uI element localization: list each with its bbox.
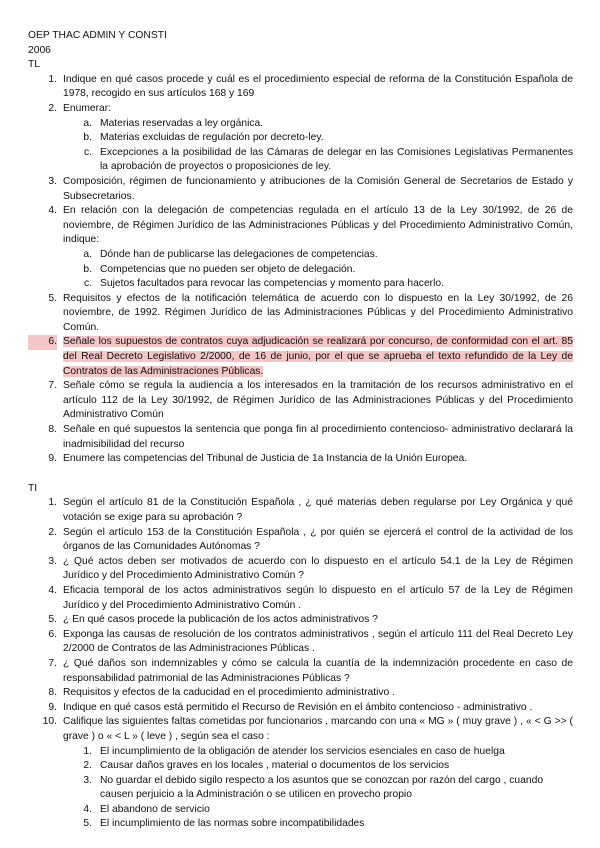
ti-question-3: 3. ¿ Qué actos deben ser motivados de acuerdo con lo dispuesto en el artículo 54.1 de la Ley de Régimen Jurídico y del Procedimiento Administrativo Común ?	[48, 555, 573, 582]
header-year: 2006	[28, 44, 51, 56]
tl-question-6-highlighted: 6. Señale los supuestos de contratos cuya adjudicación se realizará por concurso, de conformidad con el art. 85 del Real Decreto Legislativo 2/2000, de 16 de junio, por el que se aprueba el texto refundido de la Ley de Contratos de las Administraciones Públicas.	[28, 335, 573, 379]
tl-question-2: 2. Enumerar: a. Materias reservadas a ley orgánica. b. Materias excluidas de regulación por decreto-ley. c. Excepciones a la posibilidad de las Cámaras de delegar en las Comisiones Legislativas Permanentes la aprobación de proyectos o proposiciones de ley.	[28, 102, 573, 175]
ti-question-2: 2. Según el artículo 153 de la Constitución Española , ¿ por quién se ejercerá el control de la actividad de los órganos de las Comunidades Autónomas ?	[48, 526, 573, 553]
tl-question-4-sublist	[28, 248, 573, 292]
tl-question-5: 5. Requisitos y efectos de la notificación telemática de acuerdo con lo dispuesto en la Ley 30/1992, de 26 noviembre, de 1992. Régimen Jurídico de las Administraciones Públicas y del Procedimiento Administrativo Común.	[48, 292, 573, 333]
tl-question-2-sublist	[28, 117, 573, 175]
header-title: OEP THAC ADMIN Y CONSTI	[28, 30, 167, 41]
section-heading-ti: TI	[28, 482, 38, 494]
ti-question-10-5: 5. El incumplimiento de las normas sobre incompatibilidades	[83, 818, 365, 830]
ti-question-10-4: 4. El abandono de servicio	[83, 803, 210, 815]
ti-question-1: 1. Según el artículo 81 de la Constitución Española , ¿ qué materias deben regularse por Ley Orgánica y qué votación se exige para su aprobación ?	[48, 497, 573, 523]
tl-question-4: 4. En relación con la delegación de competencias regulada en el artículo 13 de la Ley 30/1992, de 26 de noviembre, de Régimen Jurídico de las Administraciones Públicas y del Procedimiento Administrativo Común, indique: a. Dónde han de publicarse las delegaciones de competencias. b. Competencias que no pueden ser objeto de delegación. c. Sujetos facultados para revocar las competencias y momento para hacerlo.	[28, 204, 573, 292]
ti-question-5: 5. ¿ En qué casos procede la publicación de los actos administrativos ?	[48, 614, 378, 626]
ti-question-9: 9. Indique en qué casos está permitido el Recurso de Revisión en el ámbito contencioso - administrativo .	[48, 701, 533, 713]
tl-question-3: 3. Composición, régimen de funcionamiento y atribuciones de la Comisión General de Secretarios de Estado y Subsecretarios.	[48, 175, 573, 202]
ti-question-7: 7. ¿ Qué daños son indemnizables y cómo se calcula la cuantía de la indemnización procedente en caso de responsabilidad patrimonial de las Administraciones Públicas ?	[48, 657, 573, 684]
document-header	[28, 29, 573, 73]
ti-question-4: 4. Eficacia temporal de los actos administrativos según lo dispuesto en el artículo 57 de la Ley de Régimen Jurídico y del Procedimiento Administrativo Común .	[48, 584, 573, 611]
section-heading-tl: TL	[28, 59, 41, 71]
tl-question-2b: b. Materias excluidas de regulación por decreto-ley.	[83, 132, 324, 144]
ti-question-10-3: 3. No guardar el debido sigilo respecto a los asuntos que se conozcan por razón del cargo , cuando causen perjuicio a la Administración o se utilicen en provecho propio	[83, 774, 544, 801]
ti-question-10-sublist	[28, 745, 573, 833]
tl-question-2a: a. Materias reservadas a ley orgánica.	[83, 117, 264, 129]
section-spacer	[28, 467, 573, 482]
tl-question-8: 8. Señale en qué supuestos la sentencia que ponga fin al procedimiento contencioso- administrativo declarará la inadmisibilidad del recurso	[48, 424, 573, 450]
tl-question-list	[28, 73, 573, 467]
tl-question-1: 1. Indique en qué casos procede y cuál es el procedimiento especial de reforma de la Constitución Española de 1978, recogido en sus artículos 168 y 169	[48, 73, 573, 100]
ti-question-10-1: 1. El incumplimiento de la obligación de atender los servicios esenciales en caso de huelga	[83, 745, 505, 757]
ti-question-8: 8. Requisitos y efectos de la caducidad en el procedimiento administrativo .	[48, 687, 395, 699]
highlighted-text: Señale los supuestos de contratos cuya adjudicación se realizará por concurso, de conformidad con el art. 85 del Real Decreto Legislativo 2/2000, de 16 de junio, por el que se aprueba el texto refundido de la Ley de Contratos de las Administraciones Públicas.	[63, 336, 573, 377]
ti-question-10: 10. Califique las siguientes faltas cometidas por funcionarios , marcando con una « MG » ( muy grave ) , « < G >> ( grave ) o « < L » ( leve ) , según sea el caso : 1. El incumplimiento de la obligación de atender los servicios esenciales en caso de huelga 2. Causar daños graves en los locales , material o documentos de los servicios 3. No guardar el debido sigilo respecto a los asuntos que se conozcan por razón del cargo , cuando causen perjuicio a la Administración o se utilicen en provecho propio 4. El abandono de servicio 5. El incumplimiento de las normas sobre incompatibilidades	[28, 715, 573, 832]
tl-question-4b: b. Competencias que no pueden ser objeto de delegación.	[83, 263, 356, 275]
tl-question-4c: c. Sujetos facultados para revocar las competencias y momento para hacerlo.	[83, 278, 444, 290]
tl-question-7: 7. Señale cómo se regula la audiencia a los interesados en la tramitación de los recursos administrativo en el artículo 112 de la Ley 30/1992, de Régimen Jurídico de las Administraciones Públicas y del Procedimiento Administrativo Común	[48, 380, 573, 421]
ti-question-6: 6. Exponga las causas de resolución de los contratos administrativos , según el artículo 111 del Real Decreto Ley 2/2000 de Contratos de las Administraciones Públicas .	[48, 628, 573, 655]
tl-question-2c: c. Excepciones a la posibilidad de las Cámaras de delegar en las Comisiones Legislativas Permanentes la aprobación de proyectos o proposiciones de ley.	[83, 146, 573, 173]
ti-question-10-2: 2. Causar daños graves en los locales , material o documentos de los servicios	[83, 760, 450, 772]
tl-question-4a: a. Dónde han de publicarse las delegaciones de competencias.	[83, 248, 378, 260]
tl-question-9: 9. Enumere las competencias del Tribunal de Justicia de 1a Instancia de la Unión Europea.	[48, 453, 468, 465]
ti-question-list	[28, 496, 573, 832]
